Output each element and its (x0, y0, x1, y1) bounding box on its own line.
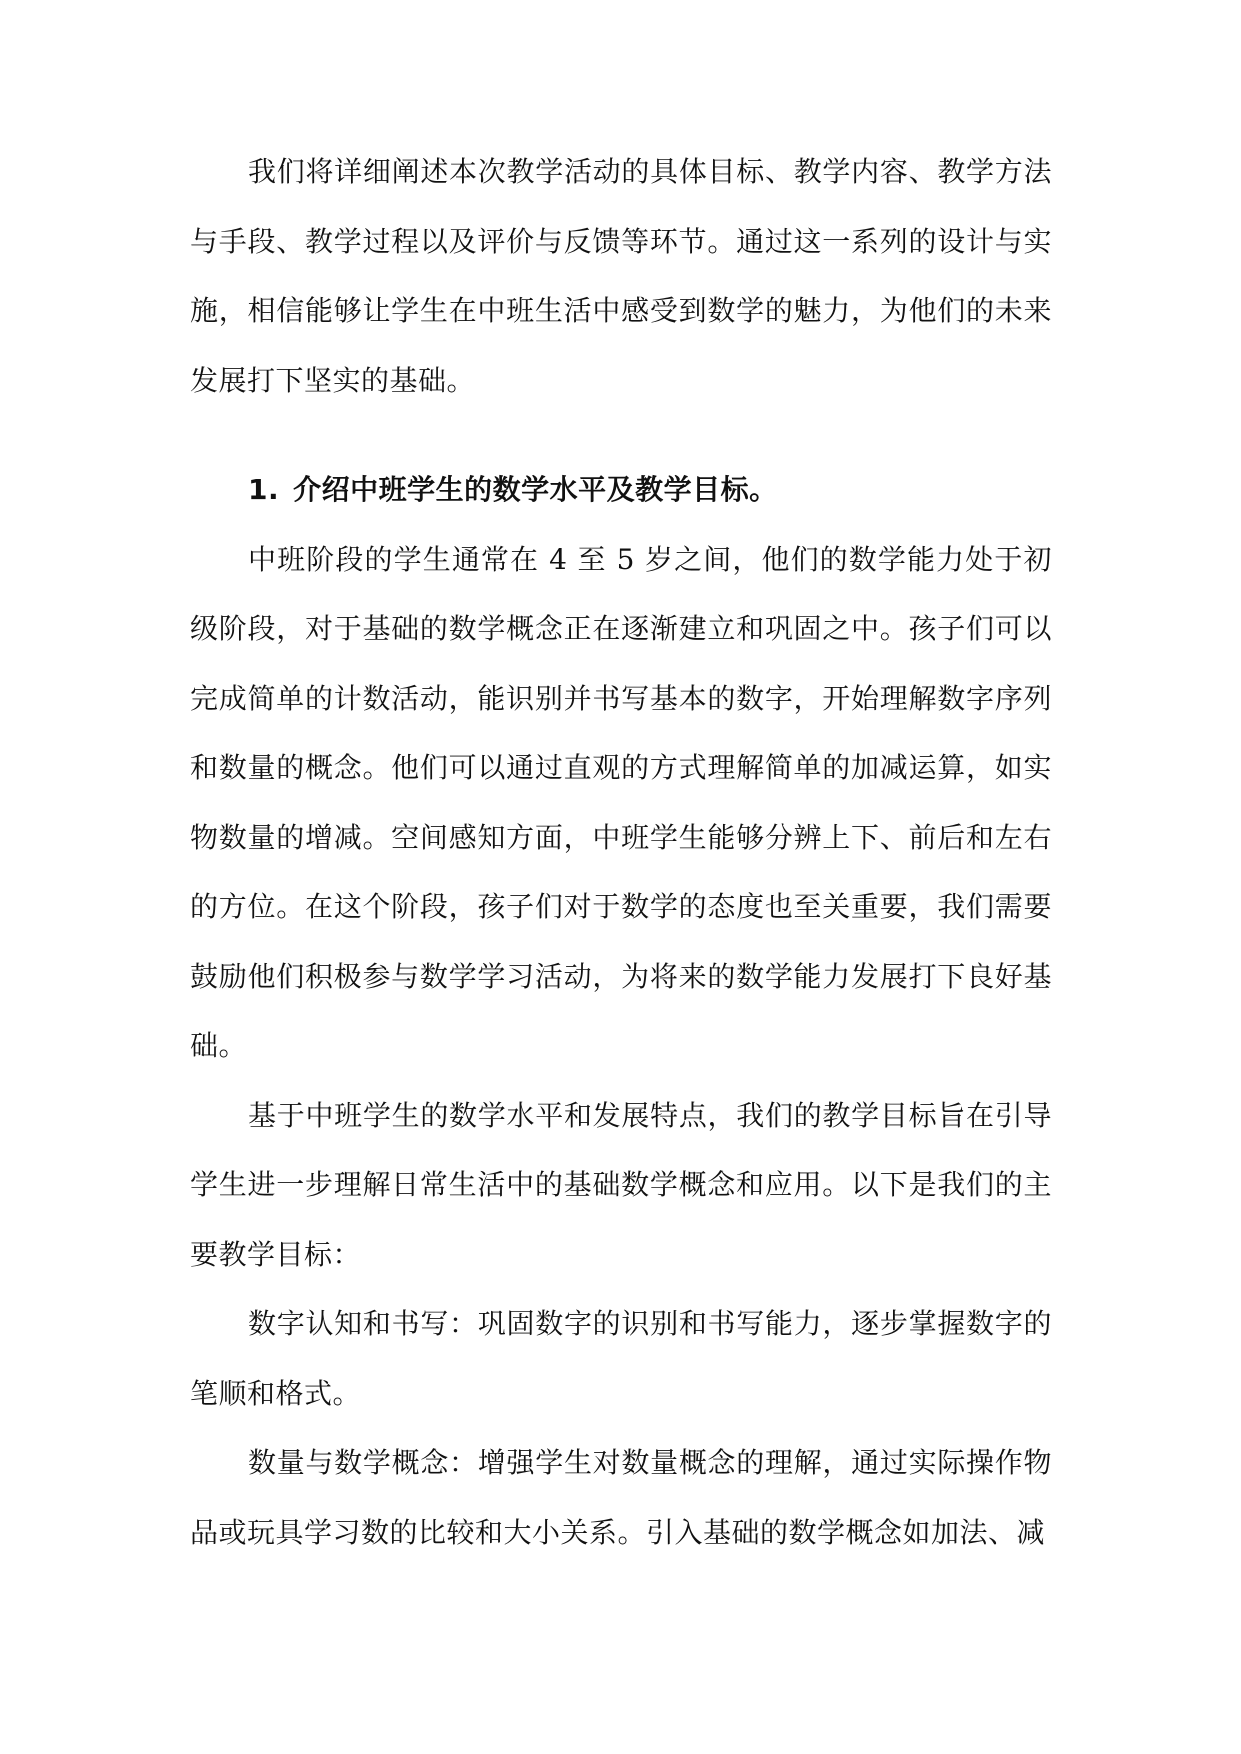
body-paragraph-goal-number-writing: 数字认知和书写：巩固数字的识别和书写能力，逐步掌握数字的笔顺和格式。 (190, 1307, 1052, 1410)
intro-paragraph: 我们将详细阐述本次教学活动的具体目标、教学内容、教学方法与手段、教学过程以及评价与反馈等环节。通过这一系列的设计与实施，相信能够让学生在中班生活中感受到数学的魅力，为他们的未来发展打下坚实的基础。 (190, 155, 1052, 397)
section-heading (190, 455, 1052, 525)
body-paragraph-goal-quantity: 数量与数学概念：增强学生对数量概念的理解，通过实际操作物品或玩具学习数的比较和大小关系。引入基础的数学概念如加法、减 (190, 1446, 1052, 1549)
body-paragraph-student-level: 中班阶段的学生通常在 4 至 5 岁之间，他们的数学能力处于初级阶段，对于基础的数学概念正在逐渐建立和巩固之中。孩子们可以完成简单的计数活动，能识别并书写基本的数字，开始理解数字序列和数量的概念。他们可以通过直观的方式理解简单的加减运算，如实物数量的增减。空间感知方面，中班学生能够分辨上下、前后和左右的方位。在这个阶段，孩子们对于数学的态度也至关重要，我们需要鼓励他们积极参与数学学习活动，为将来的数学能力发展打下良好基础。 (190, 542, 1052, 1062)
section-title: 介绍中班学生的数学水平及教学目标。 (293, 473, 778, 506)
section-number: 1. (248, 473, 280, 506)
body-paragraph-goals-intro: 基于中班学生的数学水平和发展特点，我们的教学目标旨在引导学生进一步理解日常生活中的基础数学概念和应用。以下是我们的主要教学目标： (190, 1098, 1052, 1271)
document-body (190, 137, 1052, 1567)
